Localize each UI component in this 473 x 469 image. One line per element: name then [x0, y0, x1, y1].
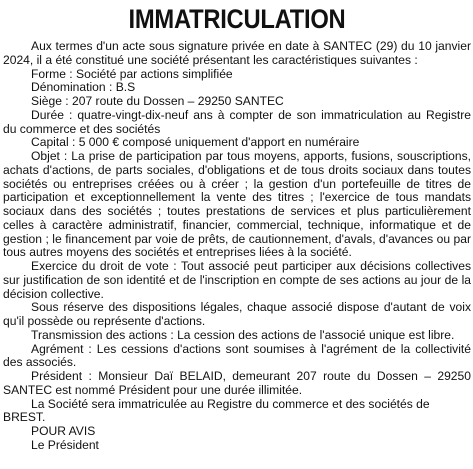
paragraph-capital: Capital : 5 000 € composé uniquement d'apport en numéraire [31, 135, 360, 150]
paragraph-pour-avis: POUR AVIS [31, 424, 96, 438]
paragraph-agrement: Agrément : Les cessions d'actions sont soumises à l'agrément de la collectivité des associés. [3, 341, 471, 370]
notice-body [3, 40, 471, 453]
paragraph-voix: Sous réserve des dispositions légales, chaque associé dispose d'autant de voix qu'il possède ou représente d'actions. [3, 300, 471, 328]
paragraph-droit-de-vote: Exercice du droit de vote : Tout associé peut participer aux décisions collectives sur justification de son identité et de l'inscription en compte de ses actions au jour de la décision collective. [3, 259, 471, 301]
paragraph-transmission: Transmission des actions : La cession des actions de l'associé unique est libre. [31, 327, 455, 342]
paragraph-duree: Durée : quatre-vingt-dix-neuf ans à compter de son immatriculation au Registre du commerce et des sociétés [3, 107, 471, 136]
paragraph-president: Président : Monsieur Daï BELAID, demeurant 207 route du Dossen – 29250 SANTEC est nommé Président pour une durée illimitée. [3, 369, 471, 397]
notice-title: IMMATRICULATION [128, 4, 346, 34]
paragraph-immatriculation: La Société sera immatriculée au Registre du commerce et des sociétés de BREST. [3, 396, 430, 425]
paragraph-denomination: Dénomination : B.S [31, 80, 136, 95]
paragraph-forme: Forme : Société par actions simplifiée [31, 66, 233, 81]
paragraph-intro: Aux termes d'un acte sous signature privée en date à SANTEC (29) du 10 janvier 2024, il a été constitué une société présentant les caractéristiques suivantes : [3, 39, 471, 67]
paragraph-siege: Siège : 207 route du Dossen – 29250 SANTEC [31, 94, 284, 108]
paragraph-objet: Objet : La prise de participation par tous moyens, apports, fusions, souscriptions, achats d'actions, de parts sociales, d'obligations et de tous droits sociaux dans toutes sociétés ou entreprises créées ou à créer ; la gestion d'un portefeuille de titres de participation et exceptionnellement la vente des titres ; l'exercice de tous mandats sociaux dans des sociétés ; toutes prestations de services et plus particulièrement celles à caractère administratif, financier, commercial, technique, informatique et de gestion ; le financement par voie de prêts, de cautionnement, d'avals, d'avances ou par tous autres moyens des sociétés et entreprises liées à la société. [3, 149, 471, 260]
paragraph-signature: Le Président [31, 437, 99, 452]
